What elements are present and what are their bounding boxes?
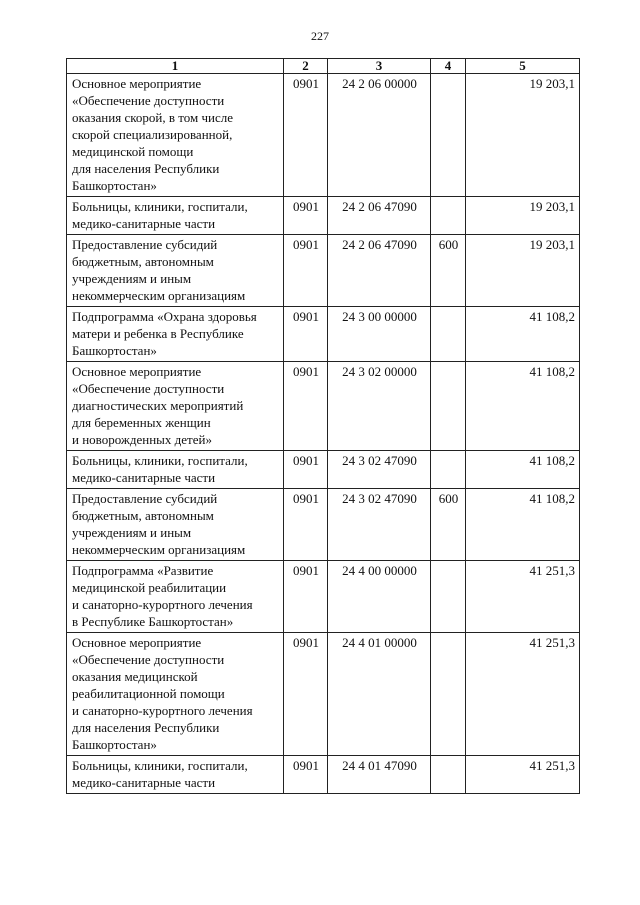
row-section: 0901: [284, 451, 328, 489]
table-row: [67, 633, 580, 756]
row-section: 0901: [284, 756, 328, 794]
row-expense-type: 600: [431, 489, 466, 561]
row-target-code: 24 3 02 47090: [328, 451, 431, 489]
header-col-3: 3: [328, 59, 431, 74]
row-section: 0901: [284, 362, 328, 451]
row-target-code: 24 2 06 00000: [328, 74, 431, 197]
row-name: Больницы, клиники, госпитали, медико-санитарные части: [67, 451, 284, 489]
row-name: Основное мероприятие «Обеспечение доступности диагностических мероприятий для беременных женщин и новорожденных детей»: [67, 362, 284, 451]
header-col-4: 4: [431, 59, 466, 74]
row-name: Основное мероприятие «Обеспечение доступности оказания медицинской реабилитационной помощи и санаторно-курортного лечения для населения Республики Башкортостан»: [67, 633, 284, 756]
table-row: [67, 451, 580, 489]
row-amount: 41 108,2: [466, 307, 580, 362]
row-section: 0901: [284, 633, 328, 756]
row-target-code: 24 3 02 00000: [328, 362, 431, 451]
row-name: Предоставление субсидий бюджетным, автономным учреждениям и иным некоммерческим организациям: [67, 489, 284, 561]
row-section: 0901: [284, 561, 328, 633]
table-row: [67, 756, 580, 794]
row-expense-type: [431, 561, 466, 633]
row-expense-type: [431, 74, 466, 197]
row-expense-type: [431, 633, 466, 756]
row-name: Подпрограмма «Развитие медицинской реабилитации и санаторно-курортного лечения в Республике Башкортостан»: [67, 561, 284, 633]
table-row: [67, 74, 580, 197]
row-section: 0901: [284, 489, 328, 561]
row-section: 0901: [284, 197, 328, 235]
table-row: [67, 307, 580, 362]
row-amount: 19 203,1: [466, 197, 580, 235]
row-target-code: 24 4 01 00000: [328, 633, 431, 756]
row-expense-type: [431, 756, 466, 794]
row-target-code: 24 4 01 47090: [328, 756, 431, 794]
row-expense-type: 600: [431, 235, 466, 307]
header-col-1: 1: [67, 59, 284, 74]
row-amount: 41 108,2: [466, 451, 580, 489]
table-row: [67, 197, 580, 235]
row-amount: 41 251,3: [466, 633, 580, 756]
row-amount: 41 108,2: [466, 489, 580, 561]
table-body: [67, 74, 580, 794]
row-section: 0901: [284, 74, 328, 197]
row-name: Больницы, клиники, госпитали, медико-санитарные части: [67, 197, 284, 235]
row-target-code: 24 2 06 47090: [328, 235, 431, 307]
row-name: Предоставление субсидий бюджетным, автономным учреждениям и иным некоммерческим организациям: [67, 235, 284, 307]
row-name: Больницы, клиники, госпитали, медико-санитарные части: [67, 756, 284, 794]
row-expense-type: [431, 307, 466, 362]
page-number: 227: [311, 29, 329, 43]
row-target-code: 24 3 00 00000: [328, 307, 431, 362]
table-row: [67, 235, 580, 307]
table-row: [67, 362, 580, 451]
row-name: Подпрограмма «Охрана здоровья матери и ребенка в Республике Башкортостан»: [67, 307, 284, 362]
row-expense-type: [431, 197, 466, 235]
table-row: [67, 489, 580, 561]
row-target-code: 24 3 02 47090: [328, 489, 431, 561]
row-amount: 41 251,3: [466, 756, 580, 794]
header-col-2: 2: [284, 59, 328, 74]
row-section: 0901: [284, 307, 328, 362]
row-amount: 19 203,1: [466, 235, 580, 307]
row-target-code: 24 2 06 47090: [328, 197, 431, 235]
budget-table: [66, 58, 580, 794]
row-expense-type: [431, 451, 466, 489]
row-target-code: 24 4 00 00000: [328, 561, 431, 633]
row-amount: 41 108,2: [466, 362, 580, 451]
row-amount: 19 203,1: [466, 74, 580, 197]
header-col-5: 5: [466, 59, 580, 74]
row-name: Основное мероприятие «Обеспечение доступности оказания скорой, в том числе скорой специализированной, медицинской помощи для населения Республики Башкортостан»: [67, 74, 284, 197]
row-amount: 41 251,3: [466, 561, 580, 633]
table-row: [67, 561, 580, 633]
header-row: [67, 59, 580, 74]
row-expense-type: [431, 362, 466, 451]
row-section: 0901: [284, 235, 328, 307]
